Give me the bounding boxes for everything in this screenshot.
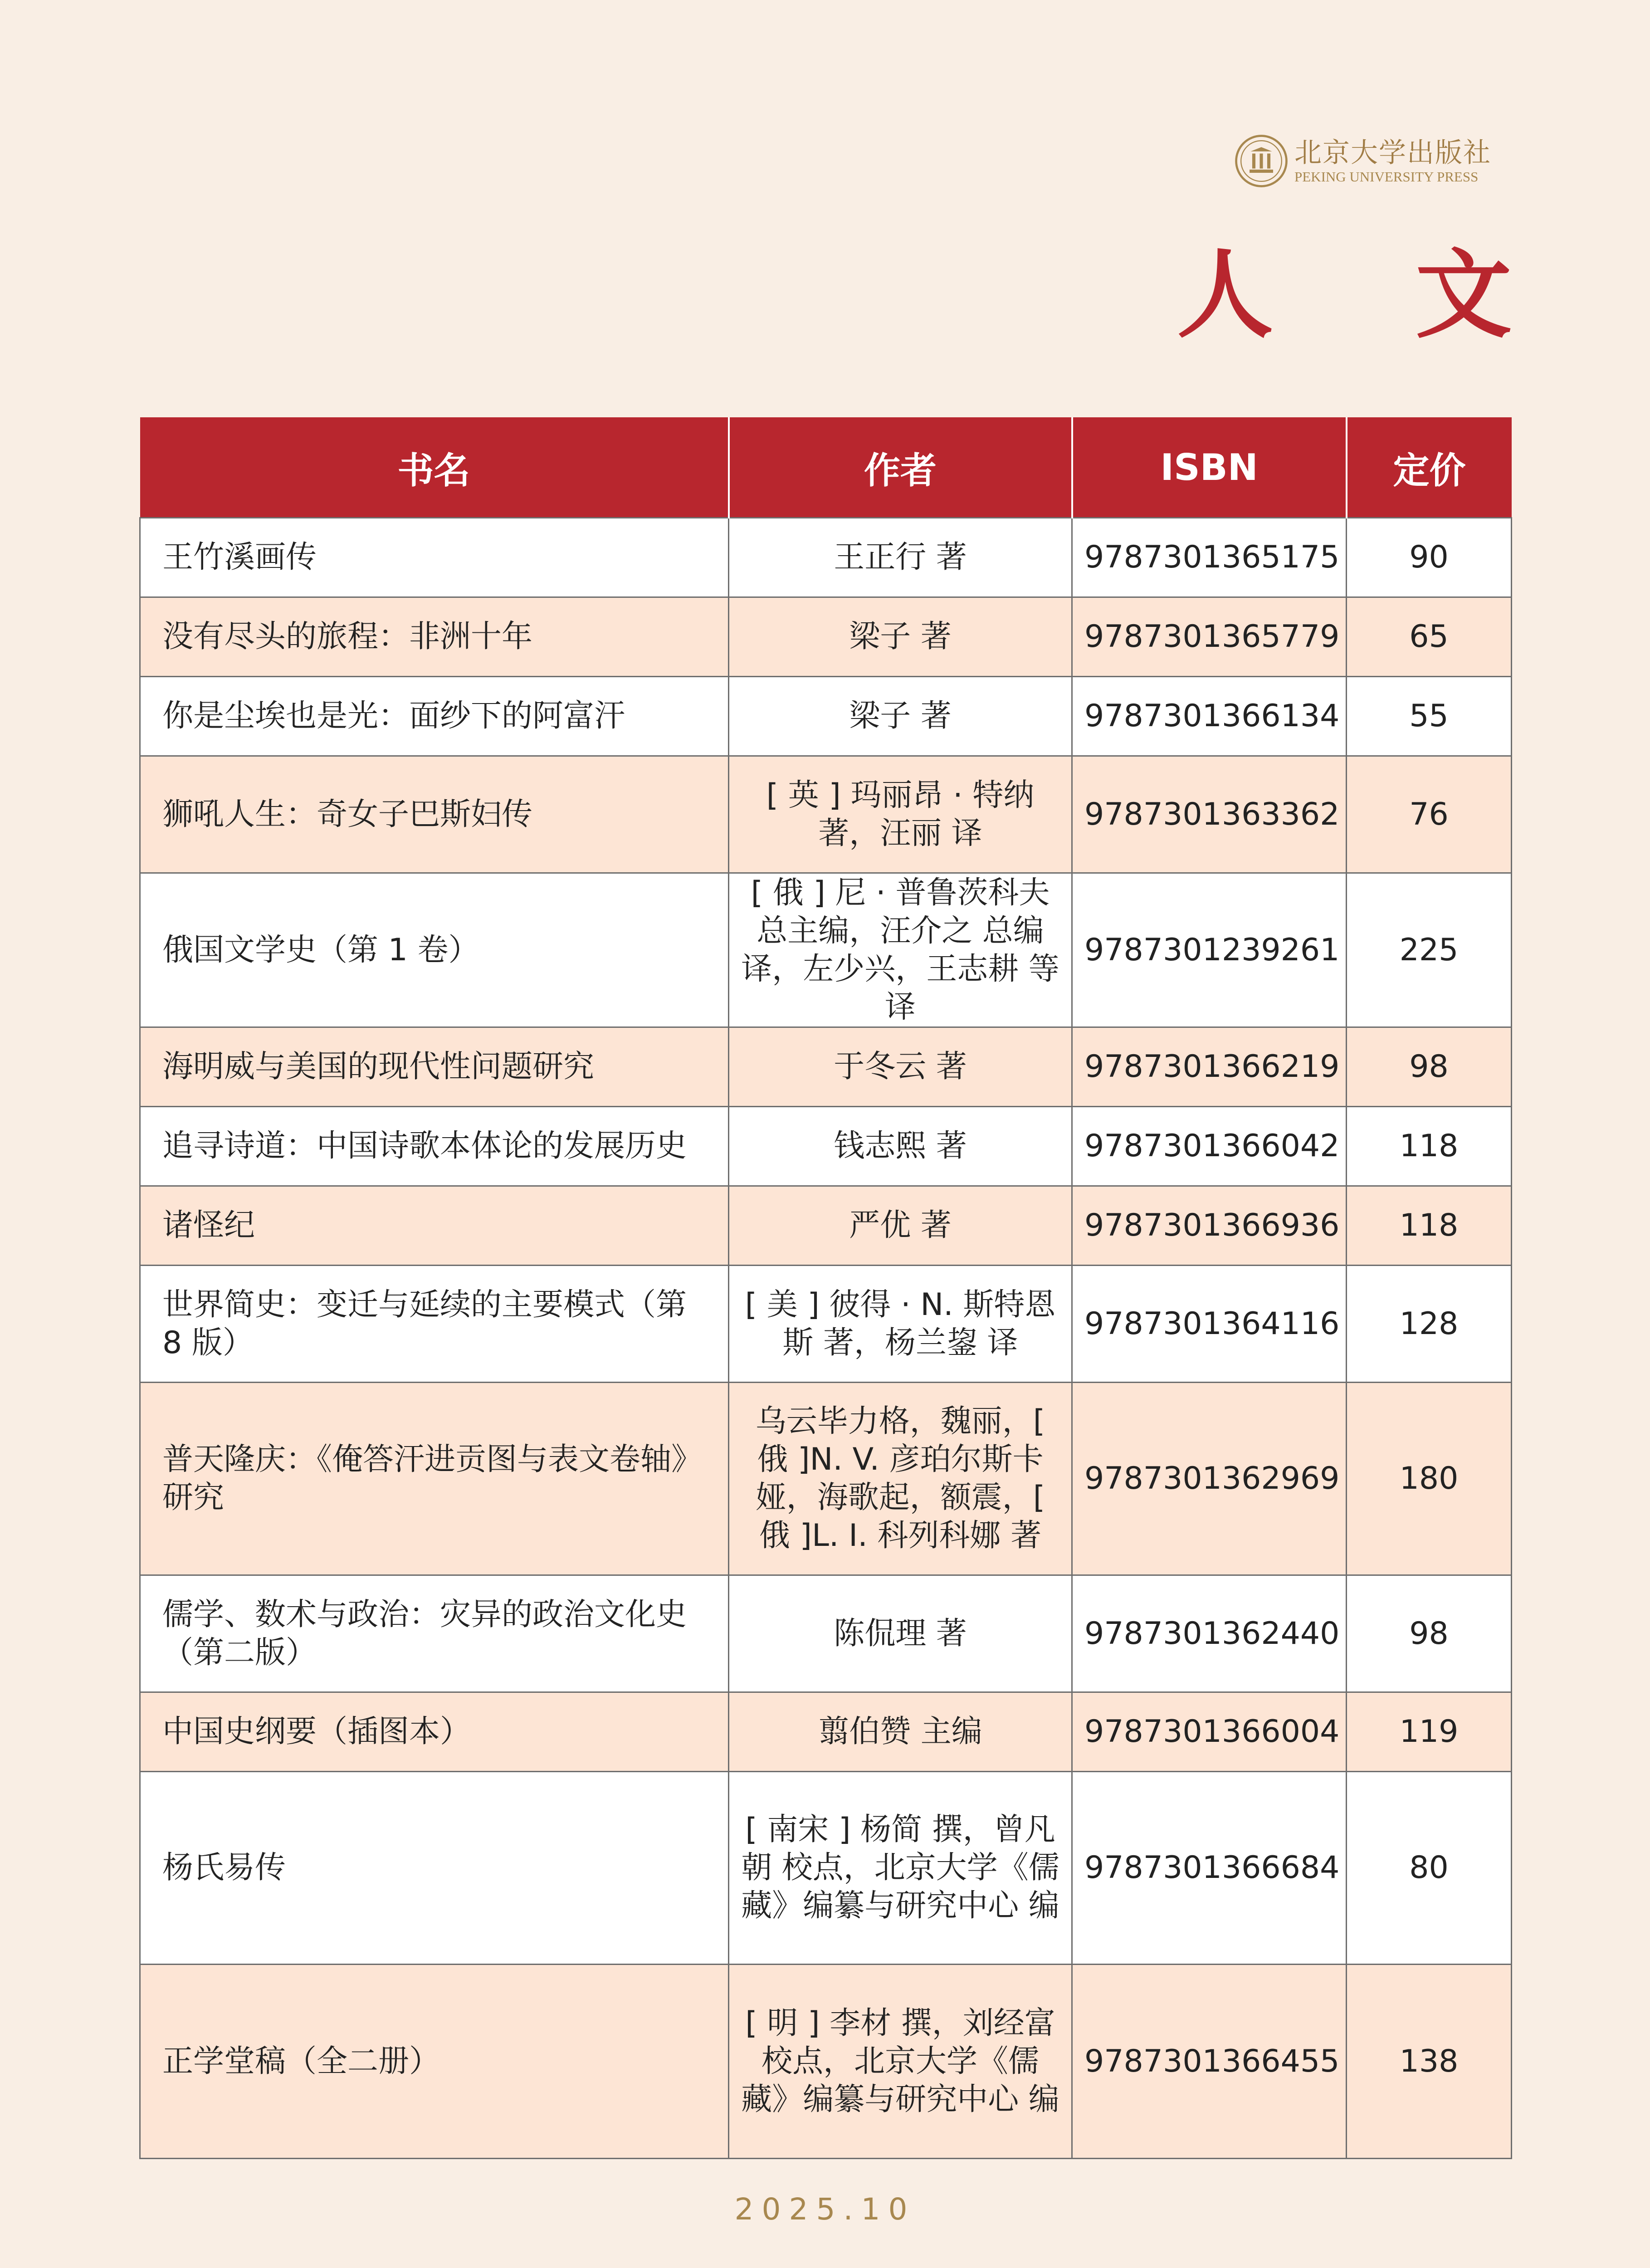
table-row bbox=[140, 677, 1512, 756]
book-isbn: 9787301366134 bbox=[1072, 677, 1347, 756]
book-author: 钱志熙 著 bbox=[729, 1107, 1072, 1186]
book-isbn: 9787301366684 bbox=[1072, 1772, 1347, 1965]
footer-date: 2025.10 bbox=[734, 2192, 916, 2227]
book-price: 118 bbox=[1347, 1186, 1512, 1266]
book-title: 俄国文学史（第 1 卷） bbox=[140, 873, 729, 1027]
book-price: 55 bbox=[1347, 677, 1512, 756]
book-price: 76 bbox=[1347, 756, 1512, 873]
book-title: 追寻诗道：中国诗歌本体论的发展历史 bbox=[140, 1107, 729, 1186]
publisher-name-cn: 北京大学出版社 bbox=[1294, 137, 1491, 169]
header-isbn: ISBN bbox=[1072, 417, 1347, 518]
book-author: [ 明 ] 李材 撰，刘经富 校点，北京大学《儒藏》编纂与研究中心 编 bbox=[729, 1965, 1072, 2159]
book-isbn: 9787301239261 bbox=[1072, 873, 1347, 1027]
book-isbn: 9787301366219 bbox=[1072, 1027, 1347, 1107]
table-row bbox=[140, 756, 1512, 873]
book-author: 乌云毕力格，魏丽，[ 俄 ]N. V. 彦珀尔斯卡娅，海歌起，额震，[ 俄 ]L. I. 科列科娜 著 bbox=[729, 1383, 1072, 1575]
book-table bbox=[139, 417, 1512, 2159]
book-isbn: 9787301366455 bbox=[1072, 1965, 1347, 2159]
book-isbn: 9787301366936 bbox=[1072, 1186, 1347, 1266]
book-title: 你是尘埃也是光：面纱下的阿富汗 bbox=[140, 677, 729, 756]
book-author: [ 俄 ] 尼 · 普鲁茨科夫 总主编，汪介之 总编译，左少兴，王志耕 等译 bbox=[729, 873, 1072, 1027]
table-row bbox=[140, 1692, 1512, 1772]
book-price: 119 bbox=[1347, 1692, 1512, 1772]
book-author: 王正行 著 bbox=[729, 518, 1072, 597]
book-title: 普天隆庆：《俺答汗进贡图与表文卷轴》研究 bbox=[140, 1383, 729, 1575]
table-row bbox=[140, 518, 1512, 597]
header-author: 作者 bbox=[729, 417, 1072, 518]
book-isbn: 9787301362440 bbox=[1072, 1575, 1347, 1692]
book-price: 138 bbox=[1347, 1965, 1512, 2159]
table-row bbox=[140, 597, 1512, 677]
book-title: 中国史纲要（插图本） bbox=[140, 1692, 729, 1772]
book-price: 180 bbox=[1347, 1383, 1512, 1575]
book-price: 98 bbox=[1347, 1027, 1512, 1107]
book-isbn: 9787301366042 bbox=[1072, 1107, 1347, 1186]
book-price: 80 bbox=[1347, 1772, 1512, 1965]
book-isbn: 9787301366004 bbox=[1072, 1692, 1347, 1772]
book-title: 海明威与美国的现代性问题研究 bbox=[140, 1027, 729, 1107]
book-price: 98 bbox=[1347, 1575, 1512, 1692]
book-title: 王竹溪画传 bbox=[140, 518, 729, 597]
book-title: 狮吼人生：奇女子巴斯妇传 bbox=[140, 756, 729, 873]
header-title: 书名 bbox=[140, 417, 729, 518]
book-author: [ 南宋 ] 杨简 撰，曾凡朝 校点，北京大学《儒藏》编纂与研究中心 编 bbox=[729, 1772, 1072, 1965]
book-title: 没有尽头的旅程：非洲十年 bbox=[140, 597, 729, 677]
table-row bbox=[140, 1575, 1512, 1692]
book-title: 诸怪纪 bbox=[140, 1186, 729, 1266]
table-row bbox=[140, 1186, 1512, 1266]
book-author: 翦伯赞 主编 bbox=[729, 1692, 1072, 1772]
book-title: 世界简史：变迁与延续的主要模式（第 8 版） bbox=[140, 1266, 729, 1383]
table-row bbox=[140, 873, 1512, 1027]
header-price: 定价 bbox=[1347, 417, 1512, 518]
publisher-logo bbox=[1235, 132, 1511, 191]
book-author: 于冬云 著 bbox=[729, 1027, 1072, 1107]
book-author: [ 美 ] 彼得 · N. 斯特恩斯 著，杨兰鋆 译 bbox=[729, 1266, 1072, 1383]
book-isbn: 9787301365779 bbox=[1072, 597, 1347, 677]
book-author: [ 英 ] 玛丽昂 · 特纳 著，汪丽 译 bbox=[729, 756, 1072, 873]
book-isbn: 9787301363362 bbox=[1072, 756, 1347, 873]
publisher-name-en: PEKING UNIVERSITY PRESS bbox=[1294, 169, 1479, 185]
book-author: 严优 著 bbox=[729, 1186, 1072, 1266]
table-header-row bbox=[140, 417, 1512, 518]
table-row bbox=[140, 1772, 1512, 1965]
book-title: 儒学、数术与政治：灾异的政治文化史（第二版） bbox=[140, 1575, 729, 1692]
book-isbn: 9787301365175 bbox=[1072, 518, 1347, 597]
book-author: 梁子 著 bbox=[729, 597, 1072, 677]
table-row bbox=[140, 1965, 1512, 2159]
table-row bbox=[140, 1266, 1512, 1383]
book-price: 90 bbox=[1347, 518, 1512, 597]
book-title: 杨氏易传 bbox=[140, 1772, 729, 1965]
book-author: 梁子 著 bbox=[729, 677, 1072, 756]
page-title: 人 文 bbox=[1177, 238, 1566, 351]
table-row bbox=[140, 1107, 1512, 1186]
book-price: 65 bbox=[1347, 597, 1512, 677]
book-author: 陈侃理 著 bbox=[729, 1575, 1072, 1692]
table-row bbox=[140, 1383, 1512, 1575]
peking-university-emblem-icon bbox=[1235, 134, 1288, 188]
book-price: 128 bbox=[1347, 1266, 1512, 1383]
book-price: 118 bbox=[1347, 1107, 1512, 1186]
publisher-name bbox=[1294, 137, 1491, 185]
book-price: 225 bbox=[1347, 873, 1512, 1027]
book-isbn: 9787301364116 bbox=[1072, 1266, 1347, 1383]
book-title: 正学堂稿（全二册） bbox=[140, 1965, 729, 2159]
table-row bbox=[140, 1027, 1512, 1107]
book-isbn: 9787301362969 bbox=[1072, 1383, 1347, 1575]
